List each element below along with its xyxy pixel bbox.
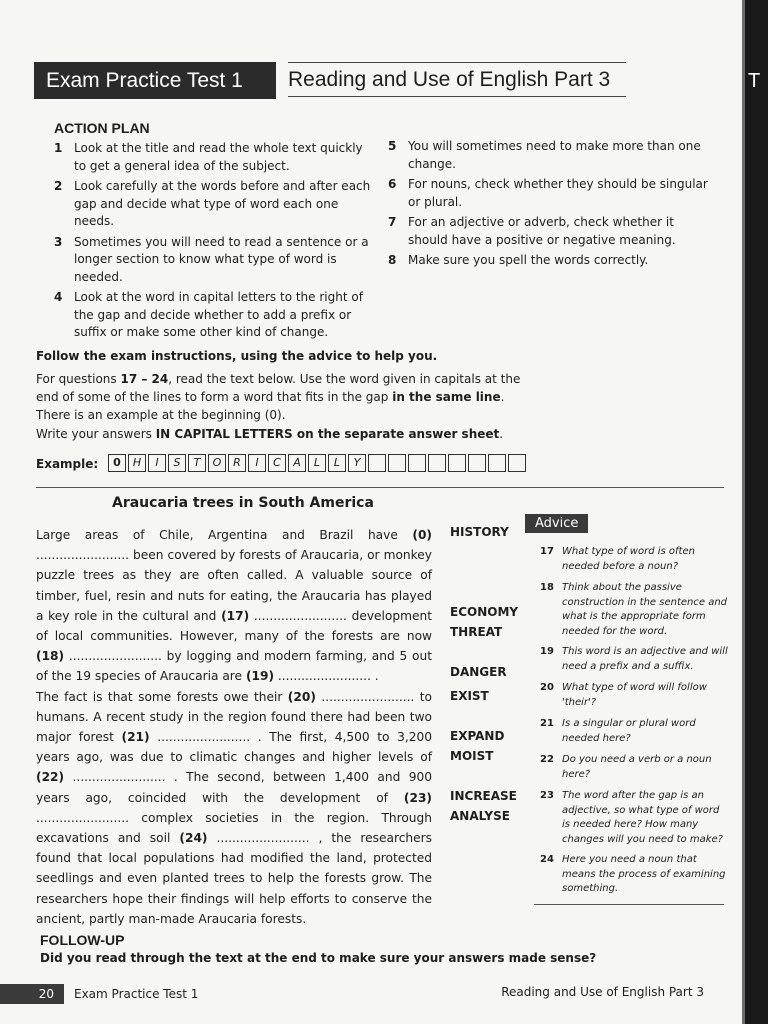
example-letter-box xyxy=(368,454,386,472)
plan-number: 3 xyxy=(54,234,63,249)
plan-text: For an adjective or adverb, check whether it should have a positive or negative meaning. xyxy=(408,215,676,247)
instr-rest: , read the text below. Use the word given in capitals at the end of some of the lines to form a word that fits in the gap xyxy=(36,372,521,404)
advice-number: 18 xyxy=(540,582,554,593)
advice-number: 21 xyxy=(540,718,554,729)
plan-number: 5 xyxy=(388,139,397,153)
example-letter-box xyxy=(468,454,486,472)
plan-text: Look at the word in capital letters to the right of the gap and decide whether to add a prefix or suffix or make some other kind of change. xyxy=(74,290,363,339)
example-letter-box: L xyxy=(328,454,346,472)
plan-number: 2 xyxy=(54,179,63,193)
example-letter-box: C xyxy=(268,454,286,472)
example-label: Example: xyxy=(36,457,99,471)
write-prefix: Write your answers xyxy=(36,427,156,441)
write-end: . xyxy=(499,427,504,441)
keyword-expand: EXPAND xyxy=(450,729,505,743)
example-letter-box: R xyxy=(228,454,246,472)
keyword-analyse: ANALYSE xyxy=(450,809,510,823)
example-letter-box: 0 xyxy=(108,454,126,472)
article-paragraph xyxy=(36,525,432,687)
example-letter-box: H xyxy=(128,454,146,472)
plan-text: Make sure you spell the words correctly. xyxy=(408,253,649,267)
text-run: ........................ complex societies in the region. Through excavations and soil xyxy=(36,810,432,846)
advice-item xyxy=(540,545,730,574)
advice-item xyxy=(540,645,730,674)
example-letter-box xyxy=(508,454,526,472)
advice-item xyxy=(540,853,730,897)
plan-number: 1 xyxy=(54,141,63,155)
plan-number: 7 xyxy=(388,215,397,229)
example-letter-box xyxy=(488,454,506,472)
text-run: The fact is that some forests owe their xyxy=(36,689,288,704)
keyword-threat: THREAT xyxy=(450,625,503,639)
instructions-write xyxy=(36,425,556,443)
plan-item xyxy=(54,234,374,287)
gap-24: (24) xyxy=(179,831,208,846)
next-page-tab: T xyxy=(748,70,761,92)
plan-item xyxy=(54,178,374,231)
follow-up-question: Did you read through the text at the end to make sure your answers made sense? xyxy=(40,951,597,965)
action-plan-heading: ACTION PLAN xyxy=(54,120,150,136)
example-letter-box: O xyxy=(208,454,226,472)
part-title: Reading and Use of English Part 3 xyxy=(288,62,626,97)
keyword-moist: MOIST xyxy=(450,749,494,763)
example-letter-box: Y xyxy=(348,454,366,472)
footer-left: Exam Practice Test 1 xyxy=(74,987,199,1001)
advice-text: The word after the gap is an adjective, so what type of word is needed here? How many changes will you need to make? xyxy=(562,790,723,845)
text-run: ........................ . The first, 4,500 to 3,200 years ago, was due to climatic changes and higher levels of xyxy=(36,730,432,765)
example-letter-box xyxy=(408,454,426,472)
advice-number: 17 xyxy=(540,546,554,557)
instructions-lead: Follow the exam instructions, using the advice to help you. xyxy=(36,349,438,363)
gap-19: (19) xyxy=(245,669,275,684)
advice-number: 23 xyxy=(540,790,554,801)
action-plan-right xyxy=(388,138,708,273)
gap-23: (23) xyxy=(403,790,432,805)
advice-text: Think about the passive construction in the sentence and what is the appropriate form needed for the word. xyxy=(562,582,728,637)
example-letter-box: L xyxy=(308,454,326,472)
text-run: ........................ , the researchers found that local populations had modified the land, protected seedlings and even planted trees to help the forests grow. The researchers hope their findings will help efforts to conserve the ancient, partly man-made Araucaria forests. xyxy=(36,831,432,926)
example-letter-box: I xyxy=(148,454,166,472)
gap-21: (21) xyxy=(121,730,150,745)
example-letter-box: S xyxy=(168,454,186,472)
gap-0: (0) xyxy=(412,528,432,542)
next-page-edge xyxy=(742,0,768,1024)
advice-number: 19 xyxy=(540,646,554,657)
advice-text: Do you need a verb or a noun here? xyxy=(562,754,712,780)
plan-number: 8 xyxy=(388,253,397,267)
write-bold: IN CAPITAL LETTERS on the separate answer sheet xyxy=(155,427,500,441)
advice-item xyxy=(540,789,730,847)
gap-22: (22) xyxy=(36,770,65,785)
article-text xyxy=(36,525,432,929)
plan-item xyxy=(388,214,708,249)
instr-end: . There is an example at the beginning (0). xyxy=(36,390,505,422)
action-plan-left xyxy=(54,140,374,345)
instr-prefix: For questions xyxy=(36,372,121,386)
advice-text: Is a singular or plural word needed here? xyxy=(562,718,696,744)
text-run: ........................ to humans. A recent study in the region found there had been two major forest xyxy=(36,689,432,745)
advice-item xyxy=(540,717,730,746)
keyword-increase: INCREASE xyxy=(450,789,517,803)
test-label: Exam Practice Test 1 xyxy=(34,62,276,99)
plan-item xyxy=(54,289,374,342)
plan-number: 6 xyxy=(388,177,397,191)
follow-up-heading: FOLLOW-UP xyxy=(40,932,125,948)
page-edge-shadow xyxy=(742,0,745,1024)
footer-right: Reading and Use of English Part 3 xyxy=(501,985,704,999)
page-number: 20 xyxy=(0,984,64,1004)
advice-text: This word is an adjective and will need a prefix and a suffix. xyxy=(562,646,728,672)
example-answer-boxes xyxy=(108,454,528,472)
keyword-danger: DANGER xyxy=(450,665,507,679)
plan-text: You will sometimes need to make more than one change. xyxy=(408,139,701,171)
gap-18: (18) xyxy=(36,649,65,664)
example-letter-box xyxy=(448,454,466,472)
advice-item xyxy=(540,581,730,639)
plan-number: 4 xyxy=(54,290,63,304)
advice-number: 24 xyxy=(540,854,554,865)
text-run: ........................ been covered by forests of Araucaria, or monkey puzzle trees as they are often called. A valuable source of timber, fuel, resin and nuts for eating, the Araucaria has played a key role in the cultural and xyxy=(36,548,432,623)
article-title: Araucaria trees in South America xyxy=(112,495,374,511)
example-letter-box: A xyxy=(288,454,306,472)
text-run: Large areas of Chile, Argentina and Brazil have xyxy=(36,528,413,542)
example-letter-box xyxy=(428,454,446,472)
advice-divider xyxy=(534,904,724,905)
plan-text: For nouns, check whether they should be singular or plural. xyxy=(408,177,708,209)
instr-same-line: in the same line xyxy=(392,390,501,404)
plan-item xyxy=(388,252,708,270)
instructions-text xyxy=(36,370,536,424)
plan-item xyxy=(388,176,708,211)
gap-20: (20) xyxy=(287,689,316,704)
advice-heading: Advice xyxy=(525,514,588,533)
keyword-economy: ECONOMY xyxy=(450,605,519,619)
article-paragraph xyxy=(36,687,432,929)
advice-item xyxy=(540,681,730,710)
text-run: ........................ . xyxy=(274,669,379,684)
plan-text: Sometimes you will need to read a sentence or a longer section to know what type of word is needed. xyxy=(74,234,369,284)
advice-number: 22 xyxy=(540,754,554,765)
text-run: ........................ development of local communities. However, many of the forests are now xyxy=(36,608,432,644)
keyword-exist: EXIST xyxy=(450,689,489,703)
advice-text: What type of word is often needed before a noun? xyxy=(562,546,695,572)
gap-17: (17) xyxy=(221,608,250,623)
plan-item xyxy=(388,138,708,173)
keyword-history: HISTORY xyxy=(450,525,509,539)
plan-item xyxy=(54,140,374,175)
advice-text: What type of word will follow 'their'? xyxy=(562,682,707,708)
example-letter-box: I xyxy=(248,454,266,472)
advice-item xyxy=(540,753,730,782)
example-letter-box: T xyxy=(188,454,206,472)
plan-text: Look carefully at the words before and after each gap and decide what type of word each one needs. xyxy=(74,179,371,228)
text-run: ........................ . The second, between 1,400 and 900 years ago, coincided with the development of xyxy=(36,770,432,805)
divider xyxy=(36,487,724,488)
advice-text: Here you need a noun that means the process of examining something. xyxy=(562,854,726,894)
text-run: ........................ by logging and modern farming, and 5 out of the 19 species of Araucaria are xyxy=(36,649,432,684)
instr-range: 17 – 24 xyxy=(120,372,169,386)
advice-number: 20 xyxy=(540,682,554,693)
plan-text: Look at the title and read the whole text quickly to get a general idea of the subject. xyxy=(74,141,363,173)
example-letter-box xyxy=(388,454,406,472)
